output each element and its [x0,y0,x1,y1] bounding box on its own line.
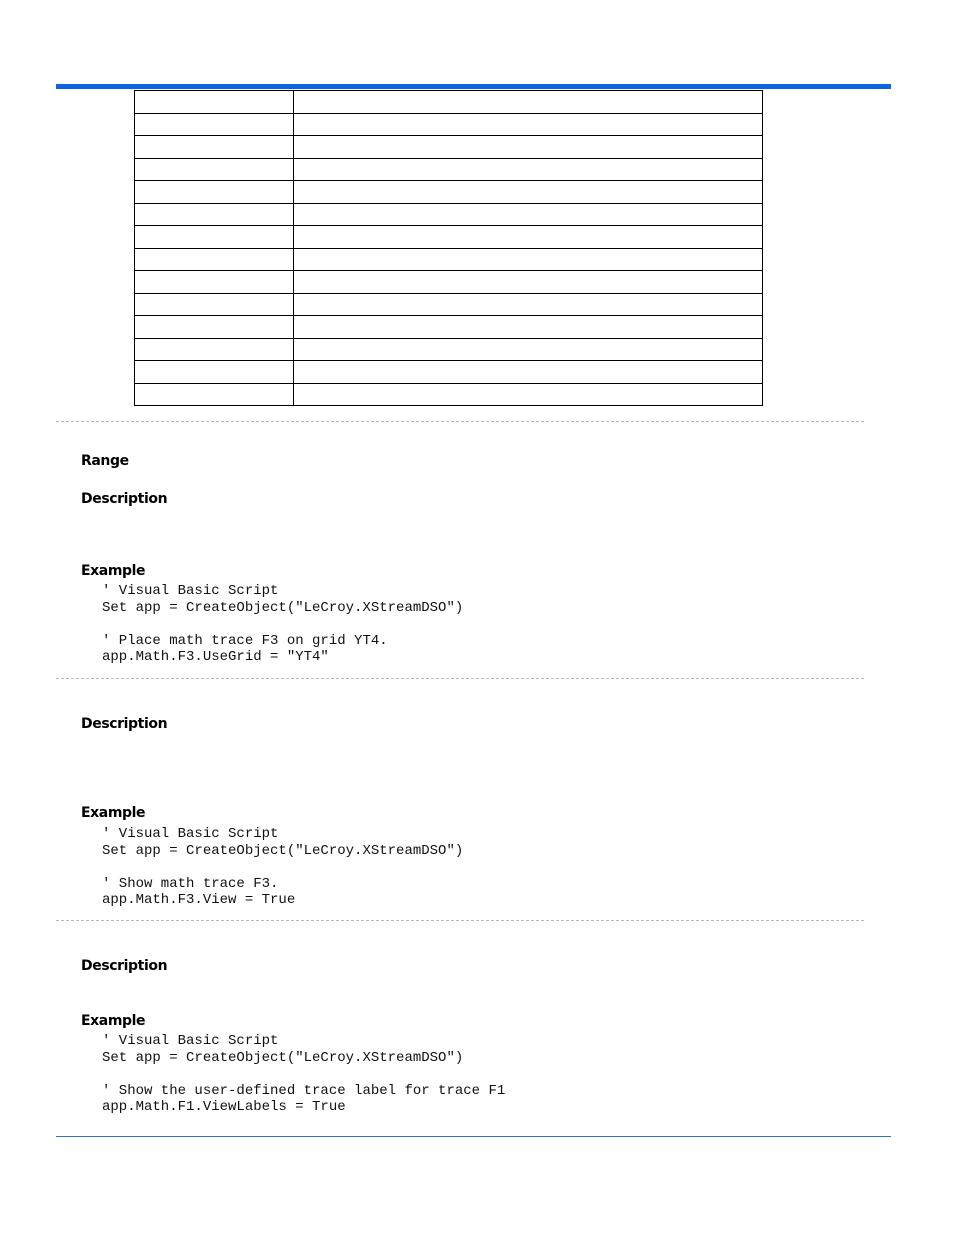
header-accent-rule [56,84,891,89]
table-cell-name [135,113,294,136]
table-row [135,316,763,339]
description-heading: Description [81,716,168,732]
table-cell-name [135,271,294,294]
table-cell-value [294,158,763,181]
section-separator [56,678,864,679]
code-example: ' Visual Basic Script Set app = CreateObject("LeCroy.XStreamDSO") ' Show math trace F3. app.Math.F3.View = True [102,826,464,908]
table-row [135,91,763,114]
table-cell-value [294,181,763,204]
table-cell-value [294,316,763,339]
section-separator [56,920,864,921]
table-cell-value [294,136,763,159]
table-cell-name [135,293,294,316]
table-row [135,226,763,249]
table-row [135,158,763,181]
table-cell-name [135,158,294,181]
table-cell-value [294,293,763,316]
table-cell-value [294,113,763,136]
table-row [135,293,763,316]
table-row [135,383,763,406]
footer-rule [56,1136,891,1137]
table-cell-value [294,271,763,294]
description-heading: Description [81,491,168,507]
code-example: ' Visual Basic Script Set app = CreateObject("LeCroy.XStreamDSO") ' Show the user-defined trace label for trace F1 app.Math.F1.ViewLabels = True [102,1033,506,1115]
table-row [135,271,763,294]
example-heading: Example [81,805,146,821]
table-cell-value [294,248,763,271]
table-row [135,181,763,204]
table-row [135,338,763,361]
table-cell-value [294,361,763,384]
example-heading: Example [81,563,146,579]
table-cell-name [135,248,294,271]
section-separator [56,421,864,422]
table-cell-value [294,226,763,249]
range-heading: Range [81,453,129,469]
table-cell-value [294,91,763,114]
table-cell-name [135,383,294,406]
table-cell-name [135,361,294,384]
table-cell-value [294,338,763,361]
table-cell-name [135,316,294,339]
table-cell-name [135,203,294,226]
table-row [135,361,763,384]
table-cell-value [294,383,763,406]
table-cell-name [135,181,294,204]
description-heading: Description [81,958,168,974]
example-heading: Example [81,1013,146,1029]
code-example: ' Visual Basic Script Set app = CreateObject("LeCroy.XStreamDSO") ' Place math trace F3 on grid YT4. app.Math.F3.UseGrid = "YT4" [102,583,464,665]
table-cell-name [135,226,294,249]
table-cell-name [135,136,294,159]
table-cell-name [135,338,294,361]
table-cell-value [294,203,763,226]
table-row [135,203,763,226]
parameter-table [134,90,763,406]
table-cell-name [135,91,294,114]
table-row [135,113,763,136]
table-row [135,136,763,159]
table-row [135,248,763,271]
